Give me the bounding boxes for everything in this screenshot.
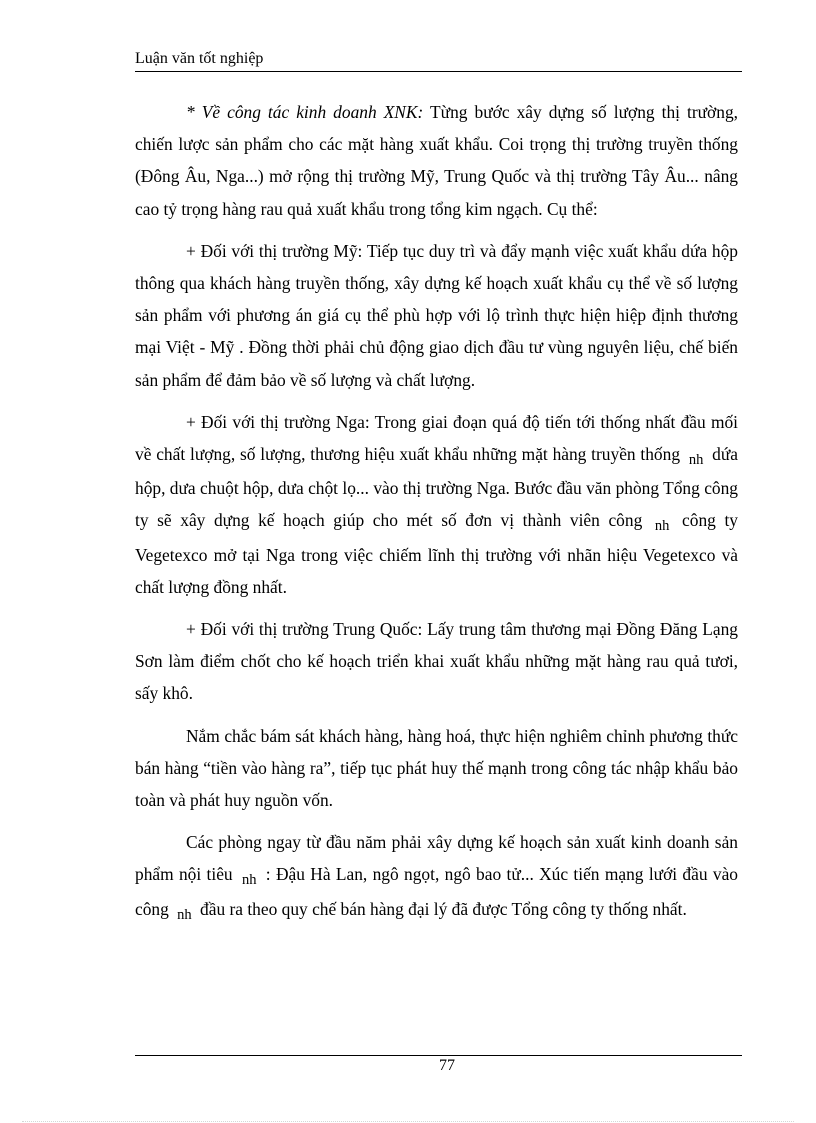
footer-divider bbox=[135, 1055, 742, 1056]
page-number: 77 bbox=[439, 1057, 455, 1074]
paragraph-text: Nắm chắc bám sát khách hàng, hàng hoá, thực hiện nghiêm chỉnh phương thức bán hàng “tiền vào hàng ra”, tiếp tục phát huy thế mạnh trong công tác nhập khẩu bảo toàn và phát huy nguồn vốn. bbox=[135, 725, 738, 811]
paragraph-text: Các phòng ngay từ đầu năm phải xây dựng kế hoạch sản xuất kinh doanh sản phẩm nội tiêu bbox=[135, 832, 738, 885]
document-body bbox=[135, 96, 738, 937]
paragraph-text: + Đối với thị trường Mỹ: Tiếp tục duy trì và đẩy mạnh việc xuất khẩu dứa hộp thông qua khách hàng truyền thống, xây dựng kế hoạch xuất khẩu cụ thể về số lượng sản phẩm với phương án giá cụ thể phù hợp với lộ trình thực hiện hiệp định thương mại Việt - Mỹ . Đồng thời phải chủ động giao dịch đầu tư vùng nguyên liệu, chế biến sản phẩm để đảm bảo về số lượng và chất lượng. bbox=[135, 240, 738, 390]
fragment-nh: nh bbox=[241, 872, 257, 889]
paragraph-text: công ty Vegetexco mở tại Nga trong việc chiếm lĩnh thị trường với nhãn hiệu Vegetexco và chất lượng đồng nhất. bbox=[135, 510, 738, 597]
paragraph-text: đầu ra theo quy chế bán hàng đại lý đã được Tổng công ty thống nhất. bbox=[200, 898, 687, 919]
paragraph-lead: * Về công tác kinh doanh XNK: bbox=[186, 102, 424, 122]
fragment-nh: nh bbox=[177, 906, 192, 923]
paragraph-business-strategy bbox=[135, 96, 738, 225]
paragraph-russia-market bbox=[135, 406, 738, 603]
fragment-nh: nh bbox=[654, 518, 670, 535]
paragraph-text: + Đối với thị trường Trung Quốc: Lấy trung tâm thương mại Đồng Đăng Lạng Sơn làm điểm chốt cho kế hoạch triển khai xuất khẩu những mặt hàng rau quả tươi, sấy khô. bbox=[135, 619, 738, 704]
paragraph-text: dứa hộp, dưa chuột hộp, dưa chột lọ... vào thị trường Nga. Bước đầu văn phòng Tổng công ty sẽ xây dựng kế hoạch giúp cho mét số đơn vị thành viên công bbox=[135, 444, 738, 531]
paragraph-china-market bbox=[135, 613, 738, 710]
page-bottom-border bbox=[22, 1121, 794, 1122]
document-header: Luận văn tốt nghiệp bbox=[135, 50, 264, 67]
paragraph-text: : Đậu Hà Lan, ngô ngọt, ngô bao tử... Xúc tiến mạng lưới đầu vào công bbox=[135, 864, 738, 919]
paragraph-customer-focus bbox=[135, 720, 738, 817]
paragraph-us-market bbox=[135, 235, 738, 396]
paragraph-text: + Đối với thị trường Nga: Trong giai đoạn quá độ tiến tới thống nhất đầu mối về chất lượng, số lượng, thương hiệu xuất khẩu những mặt hàng truyền thống bbox=[135, 411, 738, 465]
header-divider bbox=[135, 71, 742, 72]
fragment-nh: nh bbox=[688, 452, 704, 469]
paragraph-text: Từng bước xây dựng số lượng thị trường, chiến lược sản phẩm cho các mặt hàng xuất khẩu. Coi trọng thị trường truyền thống (Đông Âu, Nga...) mở rộng thị trường Mỹ, Trung Quốc và thị trường Tây Âu... nâng cao tỷ trọng hàng rau quả xuất khẩu trong tổng kim ngạch. Cụ thể: bbox=[135, 102, 738, 219]
paragraph-domestic-products bbox=[135, 826, 738, 927]
